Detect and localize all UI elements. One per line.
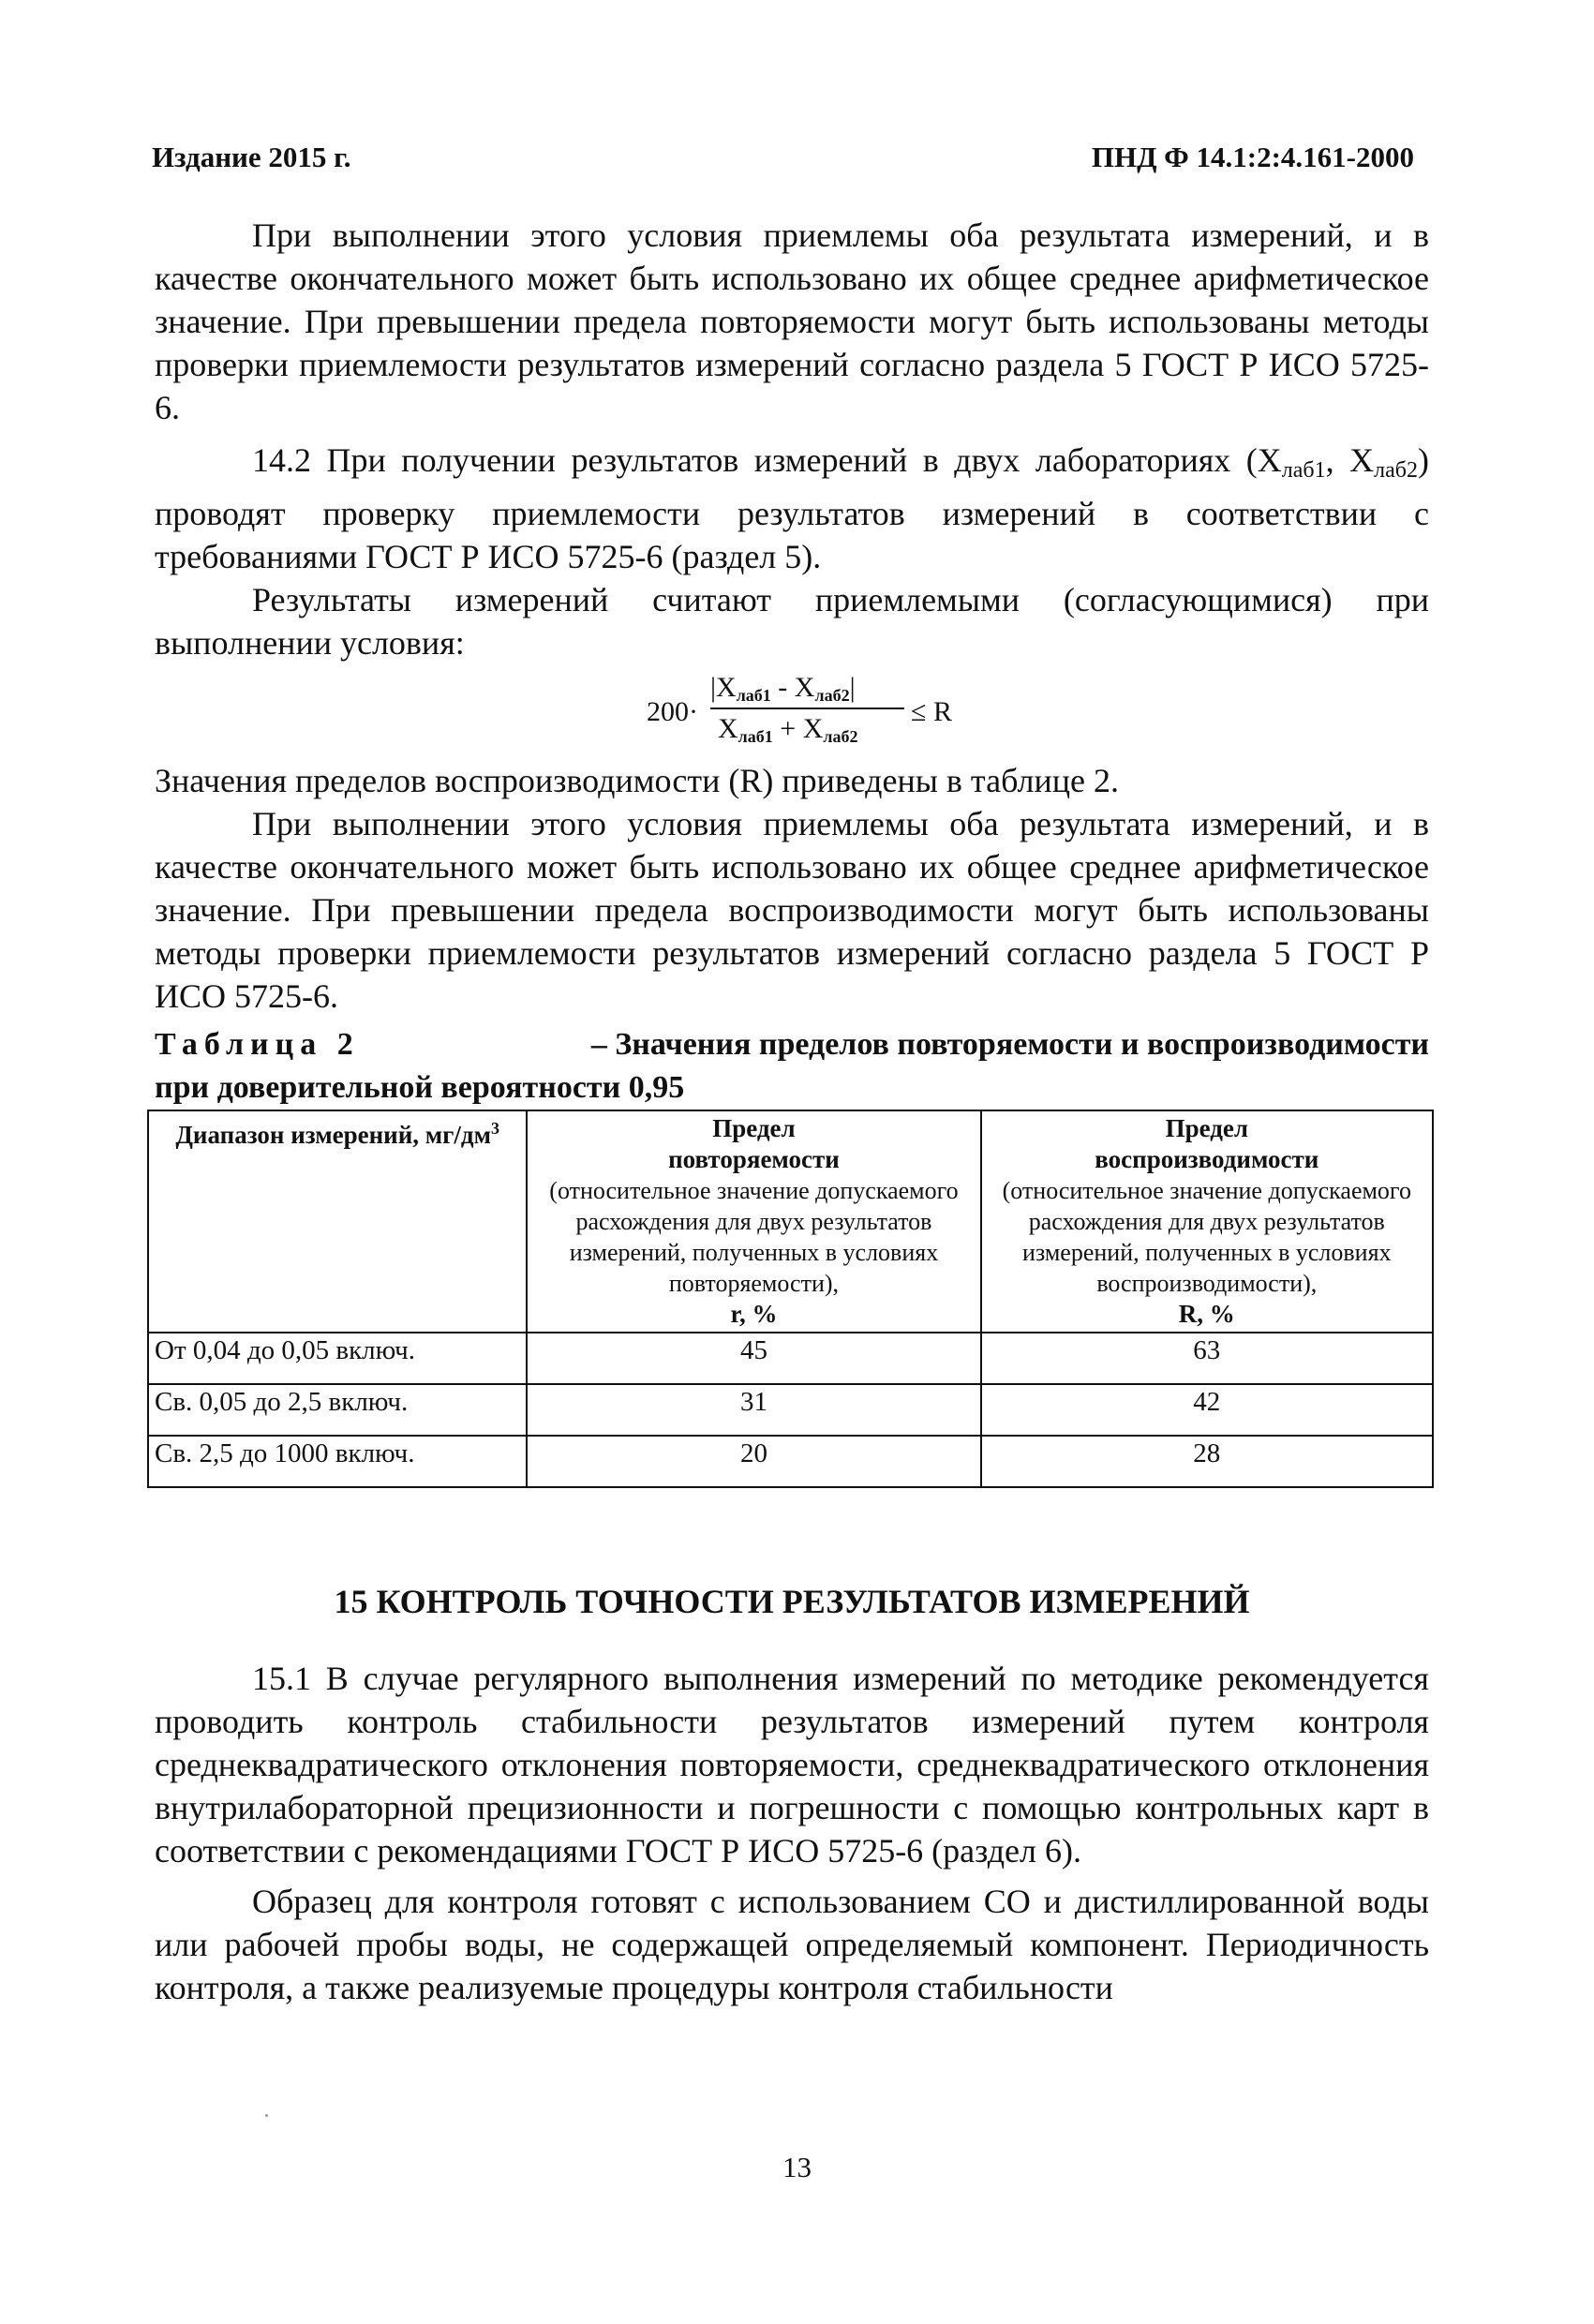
formula-fraction-bar — [710, 708, 904, 709]
acceptance-formula — [647, 661, 956, 764]
paragraph-reproducibility-acceptance: При выполнении этого условия приемлемы оба результата измерений, и в качестве окончательного может быть использовано их общее среднее арифметическое значение. При превышении предела воспроизводимости могут быть использованы методы проверки приемлемости результатов измерений согласно раздела 5 ГОСТ Р ИСО 5725-6. — [155, 805, 1429, 1015]
paragraph-14-2-mid: , Х — [1325, 441, 1375, 479]
paragraph-table-reference: Значения пределов воспроизводимости (R) приведены в таблице 2. — [155, 762, 1119, 799]
header-range: Диапазон измерений, $мг/дм^3$ — [148, 1110, 527, 1333]
reproducibility-cell: 28 — [981, 1436, 1433, 1487]
edition-label: Издание 2015 г. — [152, 141, 351, 173]
paragraph-14-2-end: ) проводят проверку приемлемости результатов измерений в соответствии с требованиями ГОСТ Р ИСО 5725-6 (раздел 5). — [155, 441, 1429, 575]
formula-denominator: Xлаб1 + Xлаб2 — [718, 713, 858, 746]
paragraph-15-1: 15.1 В случае регулярного выполнения измерений по методике рекомендуется проводить контроль стабильности результатов измерений путем контроля среднеквадратического отклонения повторяемости, среднеквадратического отклонения внутрилабораторной прецизионности и погрешности с помощью контрольных карт в соответствии с рекомендациями ГОСТ Р ИСО 5725-6 (раздел 6). — [155, 1660, 1429, 1870]
reproducibility-cell: 42 — [981, 1384, 1433, 1436]
paragraph-control-sample: Образец для контроля готовят с использованием СО и дистиллированной воды или рабочей пробы воды, не содержащей определяемый компонент. Периодичность контроля, а также реализуемые процедуры контроля стабильности — [155, 1883, 1429, 2006]
paragraph-block-1 — [155, 214, 1429, 664]
paragraph-block-2 — [155, 759, 1429, 1018]
table-row — [148, 1436, 1433, 1487]
paragraph-14-2 — [155, 439, 1429, 578]
range-cell: От 0,04 до 0,05 включ. — [148, 1333, 527, 1384]
subscript-lab1: лаб1 — [1281, 458, 1326, 483]
table-header-row — [148, 1110, 1433, 1333]
section-15-title: 15 КОНТРОЛЬ ТОЧНОСТИ РЕЗУЛЬТАТОВ ИЗМЕРЕНИЙ — [334, 1583, 1250, 1620]
paragraph-repeatability-acceptance: При выполнении этого условия приемлемы оба результата измерений, и в качестве окончательного может быть использовано их общее среднее арифметическое значение. При превышении предела повторяемости могут быть использованы методы проверки приемлемости результатов измерений согласно раздела 5 ГОСТ Р ИСО 5725-6. — [155, 216, 1429, 426]
page-number: 13 — [782, 2151, 812, 2183]
formula-relation: ≤ R — [911, 696, 952, 727]
range-cell: Св. 0,05 до 2,5 включ. — [148, 1384, 527, 1436]
scan-speck — [265, 2114, 268, 2117]
table-caption — [155, 1023, 1429, 1110]
formula-numerator: |Xлаб1 - Xлаб2| — [710, 672, 856, 705]
repeatability-cell: 45 — [527, 1333, 980, 1384]
subscript-lab2: лаб2 — [1374, 458, 1418, 483]
paragraph-14-2-start: 14.2 При получении результатов измерений в двух лабораториях (Х — [252, 441, 1282, 479]
table-caption-label: Таблица 2 — [155, 1027, 360, 1062]
reproducibility-cell: 63 — [981, 1333, 1433, 1384]
table-caption-line2: при доверительной вероятности 0,95 — [155, 1070, 685, 1105]
repeatability-cell: 20 — [527, 1436, 980, 1487]
repeatability-cell: 31 — [527, 1384, 980, 1436]
table-row — [148, 1333, 1433, 1384]
formula-coefficient: 200· — [647, 696, 698, 727]
table-row — [148, 1384, 1433, 1436]
paragraph-block-3 — [155, 1657, 1429, 2009]
range-cell: Св. 2,5 до 1000 включ. — [148, 1436, 527, 1487]
limits-table — [147, 1110, 1434, 1488]
table-caption-line1: – Значения пределов повторяемости и воспроизводимости — [590, 1027, 1429, 1062]
header-repeatability: Предел повторяемости (относительное значение допускаемого расхождения для двух результатов измерений, полученных в условиях повторяемости), r, % — [527, 1110, 980, 1333]
header-reproducibility: Предел воспроизводимости (относительное значение допускаемого расхождения для двух результатов измерений, полученных в условиях воспроизводимости), R, % — [981, 1110, 1433, 1333]
paragraph-condition-intro: Результаты измерений считают приемлемыми (согласующимися) при выполнении условия: — [155, 581, 1429, 662]
document-code: ПНД Ф 14.1:2:4.161-2000 — [1091, 141, 1414, 173]
